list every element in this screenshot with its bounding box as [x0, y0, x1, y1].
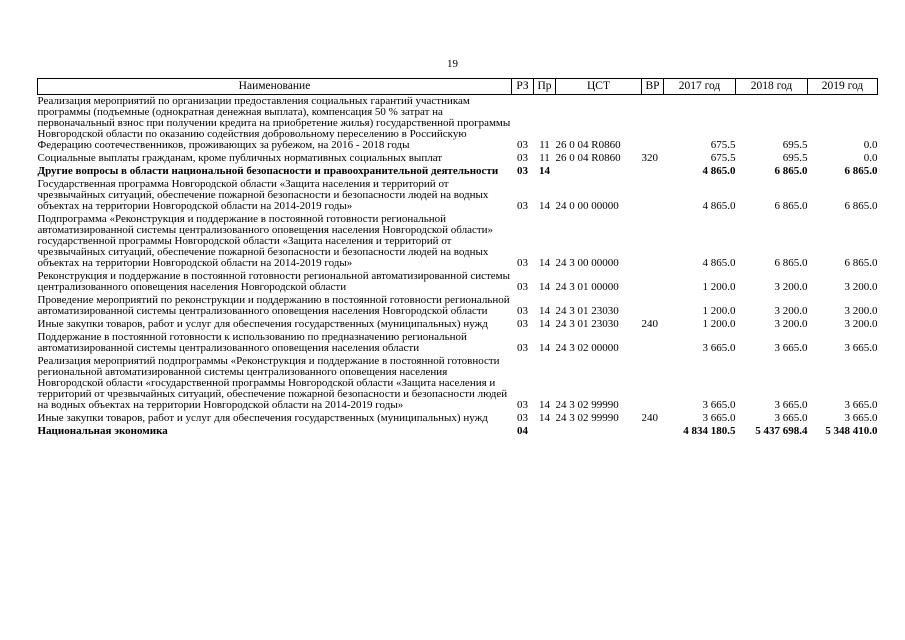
row-vr	[642, 95, 664, 153]
row-cst: 26 0 04 R0860	[555, 152, 621, 164]
row-2019: 3 665.0	[844, 342, 878, 354]
row-2018: 3 200.0	[774, 305, 808, 317]
row-vr	[642, 270, 664, 294]
row-pr: 11	[539, 152, 550, 164]
row-cst	[556, 165, 642, 178]
row-rz: 03	[517, 152, 528, 164]
header-name: Наименование	[38, 79, 512, 95]
row-rz: 04	[517, 425, 528, 437]
table-row	[38, 213, 878, 270]
row-cst: 24 3 01 23030	[555, 305, 619, 317]
row-pr: 14	[539, 412, 550, 424]
table-header-row	[38, 79, 878, 95]
row-name: Иные закупки товаров, работ и услуг для обеспечения государственных (муниципальных) нужд	[37, 412, 488, 424]
row-name: Реализация мероприятий по организации предоставления социальных гарантий участникам программы (подъемные (однократная денежная выплата), компенсация 50 % затрат на первоначальный взнос при получении кредита на приобретение жилья) государственной программы Новгородской области по оказанию содействия добровольному переселению в Российскую Федерацию соотечественников, проживающих за рубежом, на 2016 - 2018 годы	[37, 95, 511, 151]
row-2018: 5 437 698.4	[755, 425, 808, 437]
row-vr	[642, 425, 664, 438]
row-2017: 1 200.0	[702, 318, 736, 330]
row-vr	[642, 178, 664, 213]
row-2019: 6 865.0	[844, 200, 878, 212]
row-rz: 03	[517, 139, 528, 151]
header-cst: ЦСТ	[556, 79, 642, 95]
row-2017: 4 865.0	[702, 257, 736, 269]
row-2019: 6 865.0	[844, 257, 878, 269]
table-row	[38, 178, 878, 213]
row-rz: 03	[517, 305, 528, 317]
row-2018: 3 665.0	[774, 342, 808, 354]
row-vr	[642, 165, 664, 178]
header-2017: 2017 год	[664, 79, 736, 95]
table-row	[38, 331, 878, 355]
table-row	[38, 355, 878, 412]
row-cst: 24 3 01 00000	[555, 281, 619, 293]
row-2019: 3 200.0	[844, 281, 878, 293]
table-row	[38, 318, 878, 331]
table-row	[38, 270, 878, 294]
row-name: Другие вопросы в области национальной безопасности и правоохранительной деятельности	[37, 165, 499, 177]
row-name: Национальная экономика	[37, 425, 168, 437]
row-vr	[642, 213, 664, 270]
table-row	[38, 165, 878, 178]
row-pr: 11	[539, 139, 550, 151]
row-cst: 24 3 02 99990	[555, 399, 619, 411]
row-2018: 3 200.0	[774, 281, 808, 293]
row-2018: 6 865.0	[774, 165, 808, 177]
row-vr	[642, 355, 664, 412]
row-2018: 3 665.0	[774, 399, 808, 411]
row-pr: 14	[539, 305, 550, 317]
row-name: Государственная программа Новгородской области «Защита населения и территорий от чрезвычайных ситуаций, обеспечение пожарной безопасности и безопасности людей на водных объектах на территории Новгородской области на 2014-2019 годы»	[37, 178, 489, 212]
row-2017: 4 865.0	[702, 200, 736, 212]
row-pr: 14	[539, 257, 550, 269]
row-2017: 675.5	[710, 152, 736, 164]
row-pr: 14	[539, 399, 550, 411]
row-pr: 14	[539, 342, 550, 354]
row-name: Подпрограмма «Реконструкция и поддержание в постоянной готовности региональной автоматизированной системы централизованного оповещения населения Новгородской области» государственной программы Новгородской области «Защита населения и территорий от чрезвычайных ситуаций, обеспечение пожарной безопасности и безопасности людей на водных объектах на территории Новгородской области на 2014-2019 годы»	[37, 213, 494, 269]
row-pr	[534, 425, 556, 438]
row-2018: 6 865.0	[774, 200, 808, 212]
table-row	[38, 152, 878, 165]
table-row	[38, 95, 878, 153]
row-2019: 5 348 410.0	[825, 425, 878, 437]
row-rz: 03	[517, 200, 528, 212]
row-cst: 26 0 04 R0860	[555, 139, 621, 151]
row-pr: 14	[539, 200, 550, 212]
row-2019: 3 665.0	[844, 412, 878, 424]
row-2017: 1 200.0	[702, 305, 736, 317]
row-2019: 3 665.0	[844, 399, 878, 411]
row-rz: 03	[517, 281, 528, 293]
row-cst: 24 3 02 99990	[555, 412, 619, 424]
row-name: Иные закупки товаров, работ и услуг для обеспечения государственных (муниципальных) нужд	[37, 318, 488, 330]
row-2017: 3 665.0	[702, 342, 736, 354]
row-2018: 3 200.0	[774, 318, 808, 330]
row-2019: 0.0	[863, 139, 878, 151]
row-pr: 14	[539, 318, 550, 330]
row-rz: 03	[517, 399, 528, 411]
row-cst	[556, 425, 642, 438]
table-row	[38, 412, 878, 425]
row-rz: 03	[517, 342, 528, 354]
row-2019: 3 200.0	[844, 305, 878, 317]
row-cst: 24 3 02 00000	[555, 342, 619, 354]
row-rz: 03	[517, 412, 528, 424]
row-2018: 3 665.0	[774, 412, 808, 424]
page-number: 19	[447, 58, 458, 70]
header-2018: 2018 год	[736, 79, 808, 95]
row-2019: 3 200.0	[844, 318, 878, 330]
row-2017: 675.5	[710, 139, 736, 151]
row-2018: 6 865.0	[774, 257, 808, 269]
table-row	[38, 425, 878, 438]
row-2019: 6 865.0	[844, 165, 878, 177]
table-row	[38, 294, 878, 318]
header-rz: РЗ	[512, 79, 534, 95]
row-rz: 03	[517, 318, 528, 330]
row-vr	[642, 294, 664, 318]
row-2019: 0.0	[863, 152, 878, 164]
row-vr: 320	[641, 152, 658, 164]
row-2017: 4 865.0	[702, 165, 736, 177]
header-pr: Пр	[534, 79, 556, 95]
row-name: Поддержание в постоянной готовности к использованию по предназначению региональной автоматизированной системы централизованного оповещения населения области	[37, 331, 467, 354]
row-2018: 695.5	[782, 152, 808, 164]
row-cst: 24 3 01 23030	[555, 318, 619, 330]
row-2018: 695.5	[782, 139, 808, 151]
header-2019: 2019 год	[808, 79, 878, 95]
row-vr	[642, 331, 664, 355]
row-name: Реконструкция и поддержание в постоянной готовности региональной автоматизированной системы централизованного оповещения населения Новгородской области	[37, 270, 511, 293]
row-cst: 24 0 00 00000	[555, 200, 619, 212]
row-2017: 3 665.0	[702, 399, 736, 411]
row-vr: 240	[641, 318, 658, 330]
budget-table	[37, 78, 878, 438]
row-cst: 24 3 00 00000	[555, 257, 619, 269]
row-pr: 14	[539, 281, 550, 293]
row-pr: 14	[539, 165, 550, 177]
row-2017: 1 200.0	[702, 281, 736, 293]
row-2017: 3 665.0	[702, 412, 736, 424]
row-name: Проведение мероприятий по реконструкции и поддержанию в постоянной готовности региональной автоматизированной системы централизованного оповещения населения Новгородской области	[37, 294, 510, 317]
row-vr: 240	[641, 412, 658, 424]
row-rz: 03	[517, 257, 528, 269]
row-rz: 03	[517, 165, 528, 177]
row-name: Социальные выплаты гражданам, кроме публичных нормативных социальных выплат	[37, 152, 443, 164]
row-2017: 4 834 180.5	[683, 425, 736, 437]
row-name: Реализация мероприятий подпрограммы «Реконструкция и поддержание в постоянной готовности региональной автоматизированной системы централизованного оповещения населения Новгородской области «государственной программы Новгородской области «Защита населения и территорий от чрезвычайных ситуаций, обеспечение пожарной безопасности и безопасности людей на водных объектах на территории Новгородской области на 2014-2019 годы»	[37, 355, 508, 411]
header-vr: ВР	[642, 79, 664, 95]
